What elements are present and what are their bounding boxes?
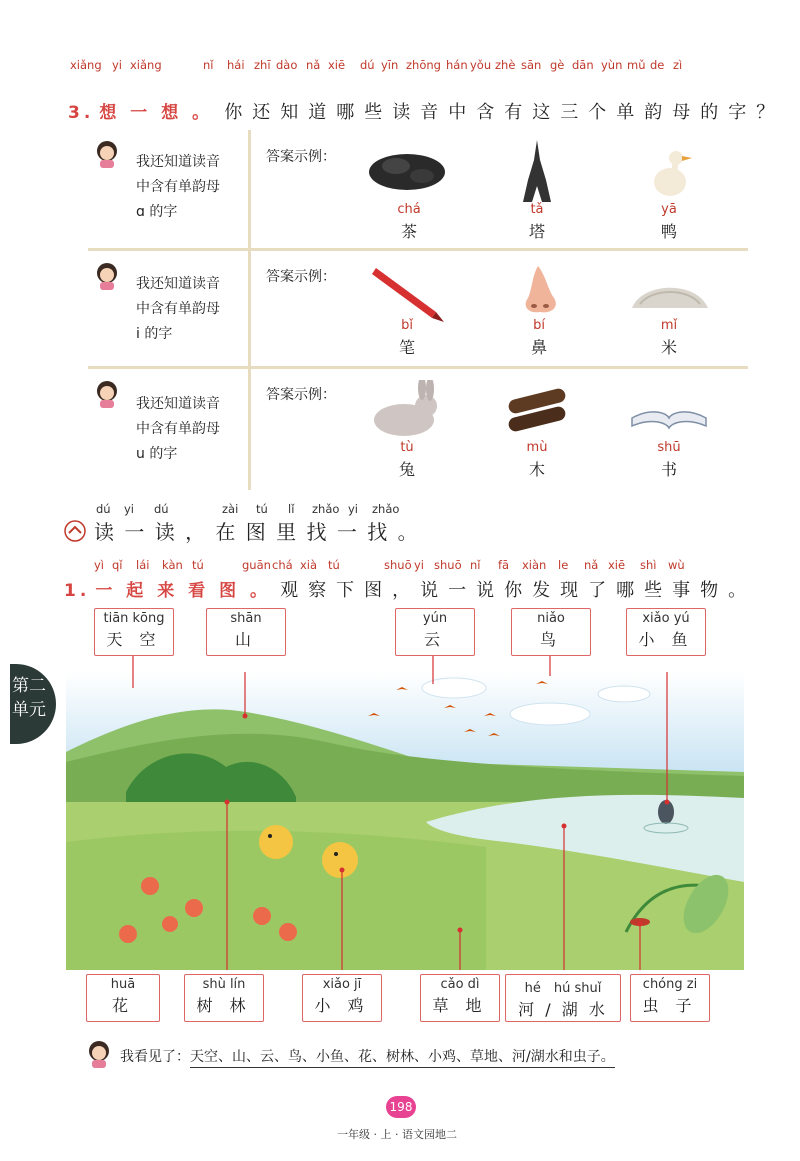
answer-label: 答案示例： bbox=[266, 149, 336, 165]
label-bird bbox=[511, 608, 591, 656]
answer-label: 答案示例： bbox=[266, 387, 336, 403]
section1-pinyin bbox=[94, 558, 734, 574]
wood-logs-icon bbox=[504, 388, 570, 434]
girl-avatar-icon bbox=[94, 378, 120, 408]
pinyin: xiǎng bbox=[130, 58, 162, 72]
read-section-icon bbox=[64, 520, 86, 542]
label-chick bbox=[302, 974, 382, 1022]
label-char: 河 / 湖 水 bbox=[518, 1000, 608, 1019]
pinyin: kàn bbox=[162, 558, 183, 572]
pinyin: yīn bbox=[381, 58, 399, 72]
pinyin: xiàn bbox=[522, 558, 547, 572]
section3-pinyin bbox=[70, 58, 770, 74]
label-sky bbox=[94, 608, 174, 656]
label-pinyin: yún bbox=[422, 611, 448, 626]
label-cloud bbox=[395, 608, 475, 656]
pinyin: zhè bbox=[495, 58, 516, 72]
section-question: 你还知道哪些读音中含有这三个单韵母的字？ bbox=[224, 102, 785, 123]
side-tab-line: 单元 bbox=[12, 700, 46, 720]
example-pinyin: chá bbox=[397, 202, 421, 217]
label-river-lake bbox=[505, 974, 621, 1022]
example-char: 米 bbox=[660, 338, 677, 357]
label-pinyin: hé hú shuǐ bbox=[524, 981, 602, 996]
example-char: 笔 bbox=[398, 338, 415, 357]
label-insect bbox=[630, 974, 710, 1022]
pinyin: chá bbox=[272, 558, 293, 572]
pinyin: dú bbox=[154, 502, 169, 516]
example-item bbox=[364, 202, 454, 242]
prompt-line: ɑ 的字 bbox=[136, 204, 178, 220]
answer-prefix: 我看见了： bbox=[120, 1049, 190, 1065]
label-pinyin: shù lín bbox=[202, 977, 246, 992]
cloud bbox=[510, 703, 590, 725]
example-pinyin: mù bbox=[526, 440, 548, 455]
pinyin: yǒu bbox=[470, 58, 492, 72]
label-char: 山 bbox=[234, 630, 257, 649]
example-char: 鸭 bbox=[660, 222, 677, 241]
section3-heading bbox=[68, 98, 784, 124]
example-char: 兔 bbox=[398, 460, 415, 479]
label-pinyin: xiǎo yú bbox=[642, 611, 690, 626]
prompt-line: 我还知道读音 bbox=[136, 154, 220, 170]
landscape-illustration bbox=[66, 672, 744, 970]
label-little-fish bbox=[626, 608, 706, 656]
read-section-title: 读 一 读 ， 在 图 里 找 一 找 。 bbox=[94, 520, 420, 544]
book-footer: 一年级 · 上 · 语文园地二 bbox=[337, 1128, 457, 1141]
section-title: 一 起 来 看 图 。 bbox=[95, 581, 271, 601]
girl-avatar-icon bbox=[94, 138, 120, 168]
nose-icon bbox=[520, 266, 560, 314]
row-prompt bbox=[136, 272, 256, 347]
label-char: 云 bbox=[423, 630, 446, 649]
tea-leaves-icon bbox=[366, 146, 448, 194]
example-item bbox=[494, 318, 584, 358]
answer-line bbox=[120, 1046, 615, 1066]
example-item bbox=[492, 202, 582, 242]
label-pinyin: niǎo bbox=[537, 611, 565, 626]
example-char: 鼻 bbox=[530, 338, 547, 357]
label-char: 花 bbox=[111, 996, 134, 1015]
label-pinyin: tiān kōng bbox=[103, 611, 165, 626]
row-prompt bbox=[136, 150, 256, 225]
pinyin: nǐ bbox=[203, 58, 214, 72]
page-number: 198 bbox=[389, 1100, 413, 1114]
label-char: 小 鱼 bbox=[638, 630, 694, 649]
pinyin: xià bbox=[300, 558, 318, 572]
label-char: 天 空 bbox=[106, 630, 162, 649]
example-pinyin: yā bbox=[661, 202, 677, 217]
example-item bbox=[362, 440, 452, 480]
pinyin: xiē bbox=[608, 558, 626, 572]
rabbit-icon bbox=[370, 380, 442, 438]
pinyin: dān bbox=[572, 58, 594, 72]
example-char: 木 bbox=[528, 460, 545, 479]
label-pinyin: cǎo dì bbox=[440, 977, 480, 992]
rice-icon bbox=[630, 278, 710, 310]
pinyin: yùn bbox=[601, 58, 623, 72]
example-item bbox=[624, 202, 714, 242]
pinyin: tú bbox=[328, 558, 340, 572]
pinyin: xiǎng bbox=[70, 58, 102, 72]
pinyin: guān bbox=[242, 558, 271, 572]
label-pinyin: shān bbox=[230, 611, 262, 626]
pinyin: gè bbox=[550, 58, 565, 72]
section-number: 1. bbox=[64, 581, 91, 601]
example-pinyin: bí bbox=[533, 318, 545, 333]
pinyin: nǐ bbox=[470, 558, 481, 572]
tower-icon bbox=[522, 140, 552, 202]
pinyin: qǐ bbox=[112, 558, 123, 572]
page-number-badge bbox=[386, 1096, 416, 1118]
example-pinyin: tǎ bbox=[530, 202, 544, 217]
section-instruction: 观察下图，说一说你发现了哪些事物。 bbox=[280, 580, 757, 601]
example-pinyin: bǐ bbox=[401, 318, 413, 333]
example-char: 书 bbox=[660, 460, 677, 479]
label-char: 草 地 bbox=[432, 996, 488, 1015]
pinyin: le bbox=[558, 558, 569, 572]
example-char: 茶 bbox=[400, 222, 417, 241]
label-char: 小 鸡 bbox=[314, 996, 370, 1015]
pinyin: shuō bbox=[384, 558, 412, 572]
label-char: 虫 子 bbox=[642, 996, 698, 1015]
answer-text: 天空、山、云、鸟、小鱼、花、树林、小鸡、草地、河/湖水和虫子。 bbox=[190, 1049, 615, 1068]
row-prompt bbox=[136, 392, 256, 467]
crayon-icon bbox=[372, 264, 444, 322]
pinyin: yi bbox=[348, 502, 359, 516]
prompt-line: 中含有单韵母 bbox=[136, 301, 220, 317]
pinyin: yi bbox=[414, 558, 425, 572]
pinyin: lái bbox=[136, 558, 150, 572]
pinyin: hán bbox=[446, 58, 468, 72]
pinyin: de bbox=[650, 58, 665, 72]
example-item bbox=[492, 440, 582, 480]
pinyin: dào bbox=[276, 58, 298, 72]
girl-avatar-icon bbox=[94, 260, 120, 290]
duck-icon bbox=[650, 146, 692, 200]
prompt-line: 我还知道读音 bbox=[136, 276, 220, 292]
pinyin: lǐ bbox=[288, 502, 295, 516]
example-item bbox=[624, 440, 714, 480]
section1-heading bbox=[64, 576, 756, 602]
section-title: 想 一 想 。 bbox=[99, 103, 214, 123]
pinyin: zhī bbox=[254, 58, 271, 72]
pinyin: yi bbox=[112, 58, 123, 72]
side-tab-line: 第二 bbox=[12, 676, 46, 696]
example-pinyin: tù bbox=[400, 440, 414, 455]
pinyin: yi bbox=[124, 502, 135, 516]
table-divider bbox=[88, 248, 748, 251]
pinyin: zì bbox=[673, 58, 683, 72]
label-forest bbox=[184, 974, 264, 1022]
pinyin: zhǎo bbox=[372, 502, 400, 516]
pinyin: zhōng bbox=[406, 58, 441, 72]
example-pinyin: mǐ bbox=[660, 318, 678, 333]
label-flower bbox=[86, 974, 160, 1022]
pinyin: hái bbox=[227, 58, 245, 72]
example-item bbox=[624, 318, 714, 358]
label-char: 树 林 bbox=[196, 996, 252, 1015]
pinyin: tú bbox=[256, 502, 268, 516]
label-pinyin: huā bbox=[110, 977, 136, 992]
pinyin: yì bbox=[94, 558, 105, 572]
label-grassland bbox=[420, 974, 500, 1022]
table-divider bbox=[88, 366, 748, 369]
label-pinyin: xiǎo jī bbox=[322, 977, 362, 992]
pinyin: dú bbox=[96, 502, 111, 516]
pinyin: nǎ bbox=[584, 558, 599, 572]
pinyin: mǔ bbox=[627, 58, 646, 72]
pinyin: zài bbox=[222, 502, 239, 516]
pinyin: xiē bbox=[328, 58, 346, 72]
prompt-line: 中含有单韵母 bbox=[136, 421, 220, 437]
prompt-line: i 的字 bbox=[136, 326, 173, 342]
pinyin: wù bbox=[668, 558, 685, 572]
label-pinyin: chóng zi bbox=[642, 977, 698, 992]
section-number: 3. bbox=[68, 103, 95, 123]
pinyin: dú bbox=[360, 58, 375, 72]
pinyin: shì bbox=[640, 558, 657, 572]
answer-label: 答案示例： bbox=[266, 269, 336, 285]
prompt-line: u 的字 bbox=[136, 446, 178, 462]
pinyin: fā bbox=[498, 558, 510, 572]
example-pinyin: shū bbox=[657, 440, 681, 455]
prompt-line: 中含有单韵母 bbox=[136, 179, 220, 195]
prompt-line: 我还知道读音 bbox=[136, 396, 220, 412]
pinyin: tú bbox=[192, 558, 204, 572]
label-char: 鸟 bbox=[539, 630, 562, 649]
book-icon bbox=[630, 404, 708, 430]
pinyin: sān bbox=[521, 58, 542, 72]
label-mountain bbox=[206, 608, 286, 656]
example-char: 塔 bbox=[528, 222, 545, 241]
pinyin: nǎ bbox=[306, 58, 321, 72]
pinyin: zhǎo bbox=[312, 502, 340, 516]
girl-avatar-icon bbox=[86, 1038, 112, 1068]
pinyin: shuō bbox=[434, 558, 462, 572]
example-item bbox=[362, 318, 452, 358]
